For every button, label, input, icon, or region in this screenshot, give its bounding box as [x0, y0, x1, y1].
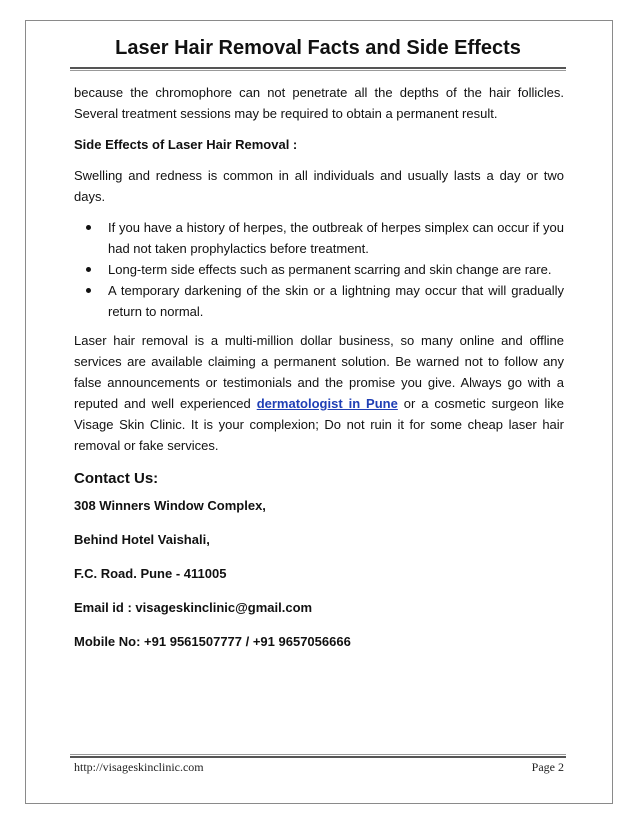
- footer-url: http://visageskinclinic.com: [74, 760, 204, 774]
- list-item-text: If you have a history of herpes, the outbreak of herpes simplex can occur if you had not taken prophylactics before treatment.: [108, 220, 564, 256]
- contact-mobile: Mobile No: +91 9561507777 / +91 9657056666: [74, 634, 351, 649]
- document-body: [74, 82, 564, 665]
- paragraph-swelling: Swelling and redness is common in all individuals and usually lasts a day or two days.: [74, 168, 564, 204]
- paragraph-business: [74, 330, 564, 456]
- page-title: Laser Hair Removal Facts and Side Effects: [115, 37, 521, 59]
- list-item: [74, 280, 564, 322]
- footer-divider: [70, 754, 566, 758]
- contact-address-line2: Behind Hotel Vaishali,: [74, 532, 210, 547]
- side-effects-heading: Side Effects of Laser Hair Removal :: [74, 137, 298, 152]
- list-item-text: Long-term side effects such as permanent scarring and skin change are rare.: [108, 262, 552, 277]
- list-item: [74, 259, 564, 280]
- side-effects-list: [74, 217, 564, 322]
- contact-address-line3: F.C. Road. Pune - 411005: [74, 566, 227, 581]
- paragraph-business-text-end: or a cosmetic surgeon like Visage Skin Clinic. It is your complexion; Do not ruin it for some cheap laser hair removal or fake services.: [74, 396, 565, 453]
- bullet-icon: [86, 225, 91, 230]
- title-divider: [70, 67, 566, 71]
- contact-email: Email id : visageskinclinic@gmail.com: [74, 600, 313, 615]
- dermatologist-link[interactable]: dermatologist in Pune: [256, 396, 398, 411]
- paragraph-chromophore: because the chromophore can not penetrate all the depths of the hair follicles. Several treatment sessions may be required to obtain a permanent result.: [74, 85, 564, 121]
- list-item-text: A temporary darkening of the skin or a lightning may occur that will gradually return to normal.: [108, 283, 564, 319]
- bullet-icon: [86, 267, 91, 272]
- contact-address-line1: 308 Winners Window Complex,: [74, 498, 266, 513]
- page-number: Page 2: [531, 760, 564, 774]
- bullet-icon: [86, 288, 91, 293]
- list-item: [74, 217, 564, 259]
- contact-heading: Contact Us:: [74, 470, 159, 487]
- paragraph-business-text-start: Laser hair removal is a multi-million dollar business, so many online and offline services are available claiming a permanent solution. Be warned not to follow any false announcements or testimonials and the promise you give. Always go with a reputed and well experienced: [74, 333, 564, 411]
